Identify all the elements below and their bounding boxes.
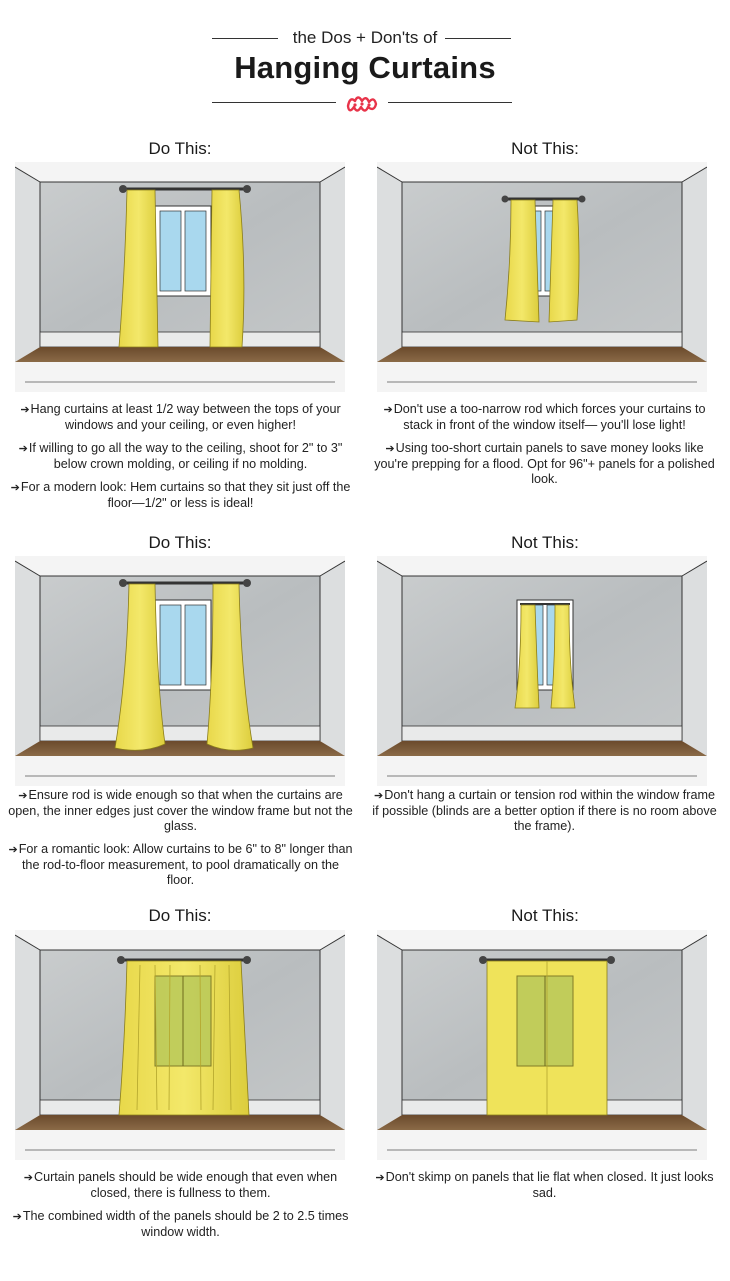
scene-not-1 <box>377 162 707 392</box>
scene-do-1 <box>15 162 345 392</box>
tips-do-3 <box>8 1170 353 1248</box>
tip-item: ➔For a modern look: Hem curtains so that they sit just off the floor—1/2" or less is ideal! <box>10 480 351 510</box>
tip-item: ➔Using too-short curtain panels to save money looks like you're prepping for a flood. Opt for 96"+ panels for a polished look. <box>374 441 715 486</box>
tip-item: ➔Hang curtains at least 1/2 way between the tops of your windows and your ceiling, or even higher! <box>20 402 341 432</box>
arrow-icon: ➔ <box>18 790 28 802</box>
arrow-icon: ➔ <box>18 443 28 455</box>
tips-not-1 <box>372 402 717 495</box>
label-not-2: Not This: <box>511 533 579 552</box>
label-do-1: Do This: <box>148 139 212 158</box>
arrow-icon: ➔ <box>375 1172 385 1184</box>
brand-logo-icon <box>344 92 380 116</box>
arrow-icon: ➔ <box>10 482 20 494</box>
title-rule-right <box>388 102 512 103</box>
arrow-icon: ➔ <box>23 1172 34 1184</box>
tip-item: ➔Don't use a too-narrow rod which forces your curtains to stack in front of the window itself— you'll lose light! <box>383 402 706 432</box>
scene-not-3 <box>377 930 707 1160</box>
label-not-3: Not This: <box>511 906 579 925</box>
label-not-1: Not This: <box>511 139 579 158</box>
arrow-icon: ➔ <box>8 844 18 856</box>
tip-item: ➔Ensure rod is wide enough so that when the curtains are open, the inner edges just cover the window frame but not the glass. <box>8 788 353 833</box>
page-title: Hanging Curtains <box>234 50 496 85</box>
tip-item: ➔The combined width of the panels should be 2 to 2.5 times window width. <box>12 1209 349 1239</box>
arrow-icon: ➔ <box>383 404 393 416</box>
tips-not-3 <box>372 1170 717 1209</box>
arrow-icon: ➔ <box>374 790 384 802</box>
arrow-icon: ➔ <box>12 1211 22 1223</box>
tip-item: ➔For a romantic look: Allow curtains to be 6" to 8" longer than the rod-to-floor measurement, to pool dramatically on the floor. <box>8 842 353 887</box>
tip-item: ➔Don't hang a curtain or tension rod within the window frame if possible (blinds are a better option if there is no room above the frame). <box>372 788 717 833</box>
title-rule-left <box>212 102 336 103</box>
scene-do-3 <box>15 930 345 1160</box>
scene-not-2 <box>377 556 707 786</box>
header-subtitle: the Dos + Don'ts of <box>292 28 438 47</box>
tips-not-2 <box>372 788 717 842</box>
tips-do-2 <box>8 788 353 896</box>
arrow-icon: ➔ <box>20 404 30 416</box>
label-do-2: Do This: <box>148 533 212 552</box>
scene-do-2 <box>15 556 345 786</box>
tip-item: ➔If willing to go all the way to the ceiling, shoot for 2" to 3" below crown molding, or ceiling if no molding. <box>18 441 343 471</box>
arrow-icon: ➔ <box>385 443 395 455</box>
label-do-3: Do This: <box>148 906 212 925</box>
tip-item: ➔Curtain panels should be wide enough that even when closed, there is fullness to them. <box>23 1170 338 1200</box>
tips-do-1 <box>8 402 353 519</box>
tip-item: ➔Don't skimp on panels that lie flat when closed. It just looks sad. <box>375 1170 714 1200</box>
